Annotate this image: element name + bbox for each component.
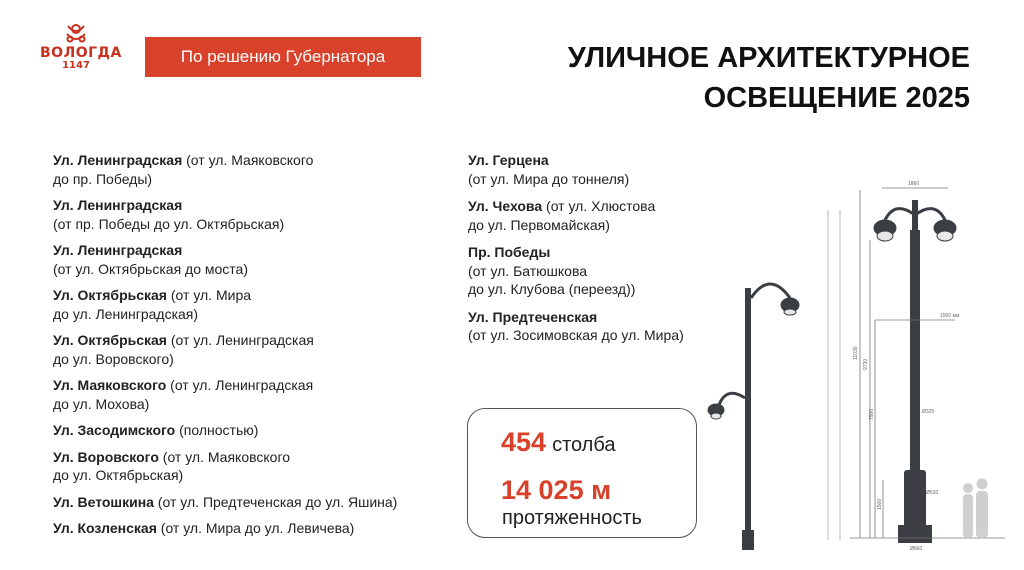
dim-d1-label: Ø325 <box>922 409 935 415</box>
dim-d3-label: Ø660 <box>910 546 923 552</box>
street-name: Ул. Октябрьская <box>53 287 167 303</box>
street-range: (от ул. Ленинградская <box>166 377 314 393</box>
street-range: (от ул. Маяковского <box>182 152 314 168</box>
list-item <box>53 286 453 323</box>
small-lamp-icon <box>708 284 799 550</box>
pole-count <box>501 427 615 458</box>
street-name: Ул. Октябрьская <box>53 332 167 348</box>
list-item <box>53 196 453 233</box>
street-list-right <box>468 151 728 354</box>
dim-top-label: 1860 <box>908 181 920 187</box>
street-range: до ул. Ленинградская) <box>53 305 199 322</box>
list-item <box>53 448 453 485</box>
street-range: до пр. Победы) <box>53 170 153 187</box>
dim-d2-label: Ø530 <box>926 490 939 496</box>
dim-height-label: 9730 <box>863 358 869 370</box>
dim-base-label: 1500 <box>877 498 883 510</box>
street-range: (от ул. Мира до ул. Левичева) <box>156 520 355 536</box>
dim-mid-label: 1500 мм <box>940 313 960 319</box>
street-range: до ул. Клубова (переезд)) <box>468 281 636 297</box>
city-logo <box>40 22 122 84</box>
list-item <box>53 519 453 538</box>
length-label: протяженность <box>502 507 642 529</box>
list-item <box>53 376 453 413</box>
list-item <box>53 421 453 440</box>
street-range: (от ул. Зосимовская до ул. Мира) <box>468 327 684 343</box>
street-name: Ул. Чехова <box>468 198 543 214</box>
logo-text: ВОЛОГДА <box>40 45 122 61</box>
length-total <box>501 475 611 506</box>
list-item <box>53 241 453 278</box>
street-range: (от ул. Мира <box>166 287 252 303</box>
street-range: (от ул. Мира до тоннеля) <box>468 170 630 187</box>
street-name: Пр. Победы <box>468 244 551 260</box>
length-value: 14 025 м <box>501 475 612 505</box>
street-name: Ул. Козленская <box>53 520 157 536</box>
list-item <box>53 151 453 188</box>
street-range: до ул. Первомайская) <box>468 216 610 233</box>
street-range: (от ул. Хлюстова <box>542 198 656 214</box>
street-name: Ул. Ветошкина <box>53 493 154 510</box>
list-item <box>468 197 728 234</box>
street-name: Ул. Ленинградская <box>53 242 183 258</box>
street-name: Ул. Ленинградская <box>53 197 183 213</box>
background-pattern <box>828 210 840 540</box>
street-range: (полностью) <box>175 422 259 438</box>
street-name: Ул. Засодимского <box>53 422 176 438</box>
logo-year: 1147 <box>62 60 90 71</box>
ornament-icon <box>63 22 89 46</box>
street-name: Ул. Герцена <box>468 152 549 168</box>
street-range: (от ул. Предтеченская до ул. Яшина) <box>153 493 398 510</box>
street-lamp-drawing <box>700 170 1010 555</box>
street-range: (от ул. Батюшкова <box>468 262 588 279</box>
street-range: до ул. Воровского) <box>53 350 174 367</box>
dim-total-label: 11030 <box>853 346 859 360</box>
list-item <box>53 493 453 512</box>
street-range: (от пр. Победы до ул. Октябрьская) <box>53 215 285 232</box>
street-range: до ул. Мохова) <box>53 395 150 412</box>
street-range: до ул. Октябрьская) <box>53 467 184 483</box>
street-list-left <box>53 151 453 546</box>
street-name: Ул. Воровского <box>53 448 159 465</box>
title-line-1: УЛИЧНОЕ АРХИТЕКТУРНОЕ <box>567 42 970 74</box>
stats-box <box>467 408 697 538</box>
dim-pole-label: 7500 <box>869 408 875 420</box>
street-range: (от ул. Октябрьская до моста) <box>53 260 248 277</box>
main-lamp-icon <box>874 200 956 543</box>
pole-count-value: 454 <box>501 427 547 457</box>
pole-count-label: столба <box>552 434 616 456</box>
street-name: Ул. Маяковского <box>53 377 167 393</box>
title-line-2: ОСВЕЩЕНИЕ 2025 <box>703 82 970 114</box>
street-name: Ул. Ленинградская <box>53 152 183 168</box>
page-title <box>568 38 970 118</box>
list-item <box>468 308 728 345</box>
street-range: (от ул. Маяковского <box>158 448 291 465</box>
list-item <box>468 243 728 299</box>
governor-decision-badge: По решению Губернатора <box>145 37 421 77</box>
people-silhouette-icon <box>963 479 988 539</box>
street-range: (от ул. Ленинградская <box>166 332 314 348</box>
list-item <box>53 331 453 368</box>
street-name: Ул. Предтеченская <box>468 308 598 325</box>
list-item <box>468 151 728 188</box>
